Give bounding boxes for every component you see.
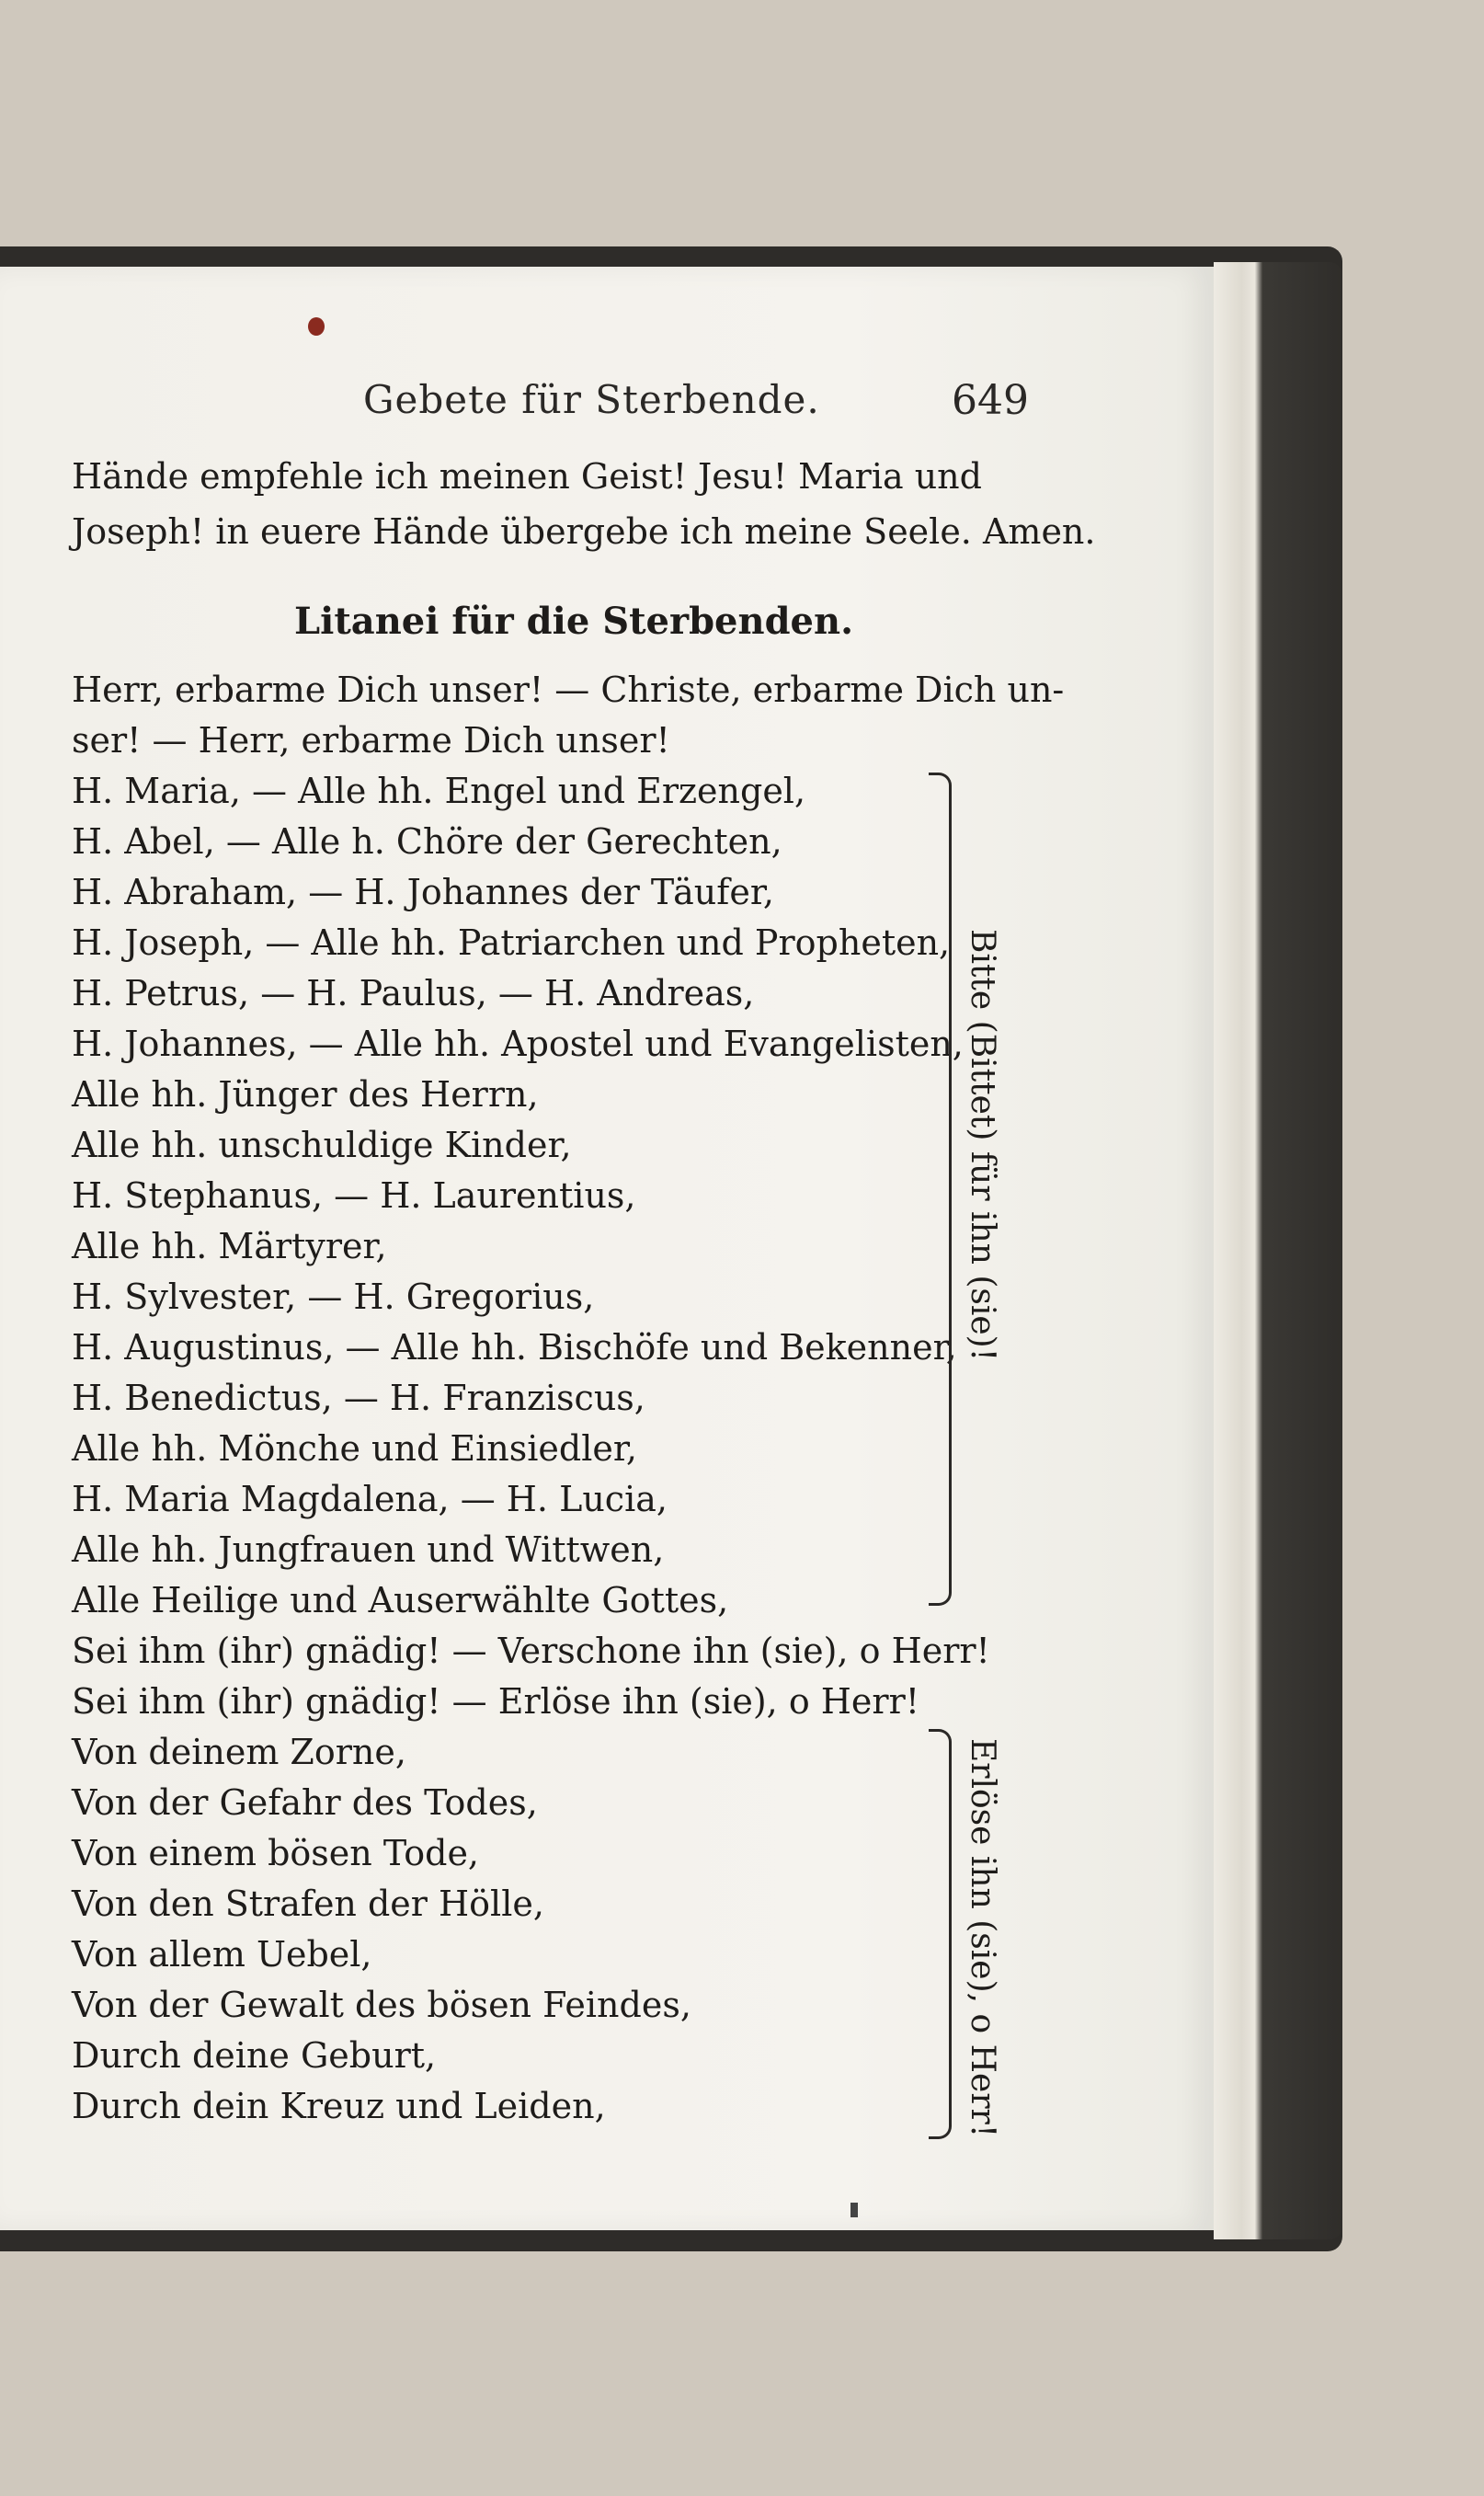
invocation-line: Alle hh. Jungfrauen und Wittwen, <box>72 1529 665 1570</box>
invocation-line: H. Maria, — Alle hh. Engel und Erzengel, <box>72 771 806 811</box>
page-number: 649 <box>952 377 1029 424</box>
invocation-line: Alle hh. Märtyrer, <box>72 1226 387 1266</box>
invocation-line: H. Augustinus, — Alle hh. Bischöfe und Bekenner, <box>72 1327 957 1368</box>
invocation-line: H. Joseph, — Alle hh. Patriarchen und Propheten, <box>72 922 951 963</box>
invocation-line: H. Petrus, — H. Paulus, — H. Andreas, <box>72 973 755 1013</box>
response-line: Sei ihm (ihr) gnädig! — Erlöse ihn (sie), o Herr! <box>72 1681 920 1722</box>
bracket-b-label: Erlöse ihn (sie), o Herr! <box>964 1738 1001 2138</box>
opening-line: ser! — Herr, erbarme Dich unser! <box>72 720 670 761</box>
invocation-line: Alle hh. unschuldige Kinder, <box>72 1125 572 1165</box>
invocation-line: Alle hh. Jünger des Herrn, <box>72 1074 539 1115</box>
section-title: Litanei für die Sterbenden. <box>294 600 854 643</box>
invocation-line: Von einem bösen Tode, <box>72 1833 480 1873</box>
invocation-line: Von der Gefahr des Todes, <box>72 1782 538 1823</box>
invocation-line: H. Abel, — Alle h. Chöre der Gerechten, <box>72 821 782 862</box>
page-edges <box>1214 262 1342 2239</box>
invocation-line: H. Sylvester, — H. Gregorius, <box>72 1277 595 1317</box>
invocation-line: H. Stephanus, — H. Laurentius, <box>72 1175 636 1216</box>
bracket-a <box>929 773 952 1606</box>
invocation-line: Durch deine Geburt, <box>72 2035 437 2076</box>
running-header: Gebete für Sterbende. <box>363 377 820 422</box>
ink-dot <box>308 317 325 336</box>
bracket-b <box>929 1729 952 2139</box>
ink-mark <box>850 2203 858 2217</box>
intro-line: Hände empfehle ich meinen Geist! Jesu! Maria und <box>72 456 982 497</box>
invocation-line: Von allem Uebel, <box>72 1934 372 1975</box>
invocation-line: Durch dein Kreuz und Leiden, <box>72 2086 606 2126</box>
response-line: Sei ihm (ihr) gnädig! — Verschone ihn (sie), o Herr! <box>72 1631 990 1671</box>
invocation-line: Von den Strafen der Hölle, <box>72 1883 544 1924</box>
bracket-a-label: Bitte (Bittet) für ihn (sie)! <box>964 929 1001 1362</box>
invocation-line: H. Maria Magdalena, — H. Lucia, <box>72 1479 668 1519</box>
invocation-line: Von der Gewalt des bösen Feindes, <box>72 1985 691 2025</box>
invocation-line: Alle Heilige und Auserwählte Gottes, <box>72 1580 729 1620</box>
invocation-line: H. Johannes, — Alle hh. Apostel und Evangelisten, <box>72 1024 964 1064</box>
invocation-line: H. Benedictus, — H. Franziscus, <box>72 1378 645 1418</box>
intro-line: Joseph! in euere Hände übergebe ich meine Seele. Amen. <box>72 511 1096 552</box>
opening-line: Herr, erbarme Dich unser! — Christe, erbarme Dich un- <box>72 670 1065 710</box>
invocation-line: H. Abraham, — H. Johannes der Täufer, <box>72 872 774 912</box>
invocation-line: Alle hh. Mönche und Einsiedler, <box>72 1428 637 1469</box>
invocation-line: Von deinem Zorne, <box>72 1732 406 1772</box>
